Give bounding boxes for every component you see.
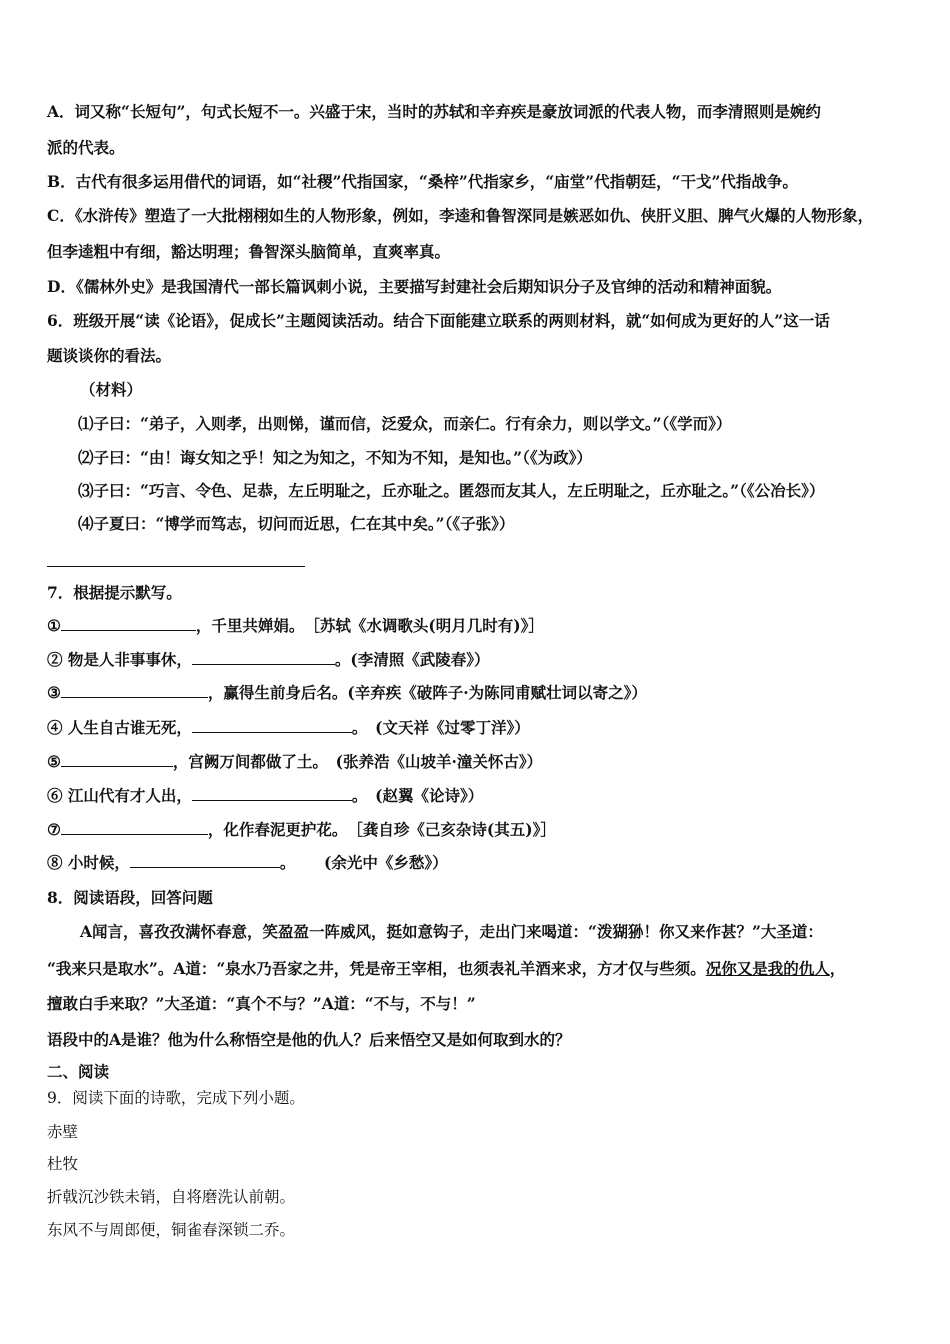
material-item: ⑶子曰：“巧言、令色、足恭，左丘明耻之，丘亦耻之。匿怨而友其人，左丘明耻之，丘亦耻之。”（《公冶长》） <box>78 481 825 500</box>
q8-question: 语段中的A是谁？他为什么称悟空是他的仇人？后来悟空又是如何取到水的？ <box>47 1030 571 1049</box>
passage-line: A闻言，喜孜孜满怀春意，笑盈盈一阵威风，挺如意钩子，走出门来喝道：“泼猢狲！你又来作甚？”大圣道： <box>80 922 823 941</box>
underlined-phrase: 况你又是我的仇人 <box>705 959 830 978</box>
poem-line: 东风不与周郎便，铜雀春深锁二乔。 <box>47 1221 296 1239</box>
item-prefix: ⑥ 江山代有才人出， <box>47 786 192 805</box>
dictation-item <box>47 853 448 873</box>
answer-blank[interactable] <box>192 718 352 733</box>
item-prefix: ③ <box>47 683 61 702</box>
item-suffix: ，宫阙万间都做了土。 (张养浩《山坡羊·潼关怀古》） <box>172 752 543 771</box>
dictation-item <box>47 786 483 806</box>
dictation-item <box>47 752 542 772</box>
option-a-line1: A．词又称“长短句”，句式长短不一。兴盛于宋，当时的苏轼和辛弃疾是豪放词派的代表人物，而李清照则是婉约 <box>47 102 821 121</box>
dictation-item <box>47 683 647 703</box>
item-suffix: ，化作春泥更护花。 ［龚自珍《己亥杂诗(其五)》］ <box>207 820 556 839</box>
poem-author: 杜牧 <box>47 1155 79 1173</box>
answer-blank[interactable] <box>61 616 196 631</box>
answer-blank[interactable] <box>192 786 352 801</box>
passage-line: 擅敢白手来取？”大圣道：“真个不与？”A道：“不与，不与！” <box>47 994 476 1013</box>
option-a-line2: 派的代表。 <box>47 138 125 157</box>
passage-line <box>47 959 845 979</box>
answer-blank[interactable] <box>61 752 173 767</box>
item-suffix: 。 (赵翼《论诗》） <box>351 786 484 805</box>
item-suffix: 。 (文天祥《过零丁洋》） <box>351 718 530 737</box>
dictation-item <box>47 718 530 738</box>
item-prefix: ② 物是人非事事休， <box>47 650 192 669</box>
poem-title: 赤壁 <box>47 1123 79 1141</box>
item-suffix: ，赢得生前身后名。(辛弃疾《破阵子·为陈同甫赋壮词以寄之》） <box>207 683 647 702</box>
answer-blank[interactable] <box>61 683 208 698</box>
q8-title: 8．阅读语段，回答问题 <box>47 888 213 907</box>
item-prefix: ⑤ <box>47 752 61 771</box>
item-suffix: 。 (余光中《乡愁》） <box>279 853 448 872</box>
item-prefix: ④ 人生自古谁无死， <box>47 718 192 737</box>
item-prefix: ⑧ 小时候， <box>47 853 130 872</box>
answer-blank[interactable] <box>130 853 280 868</box>
dictation-item <box>47 616 544 636</box>
q9-prompt: 9．阅读下面的诗歌，完成下列小题。 <box>47 1089 305 1107</box>
material-label: （材料） <box>80 380 143 399</box>
dictation-item <box>47 650 490 670</box>
item-suffix: ，千里共婵娟。 ［苏轼《水调歌头(明月几时有)》］ <box>195 616 544 635</box>
item-prefix: ① <box>47 616 61 635</box>
q7-title: 7．根据提示默写。 <box>47 583 182 602</box>
material-item: ⑴子曰：“弟子，入则孝，出则悌，谨而信，泛爱众，而亲仁。行有余力，则以学文。”（《学而》） <box>78 414 732 433</box>
item-suffix: 。(李清照《武陵春》） <box>334 650 490 669</box>
poem-line: 折戟沉沙铁未销，自将磨洗认前朝。 <box>47 1188 296 1206</box>
section-heading: 二、阅读 <box>47 1062 110 1081</box>
option-d: D．《儒林外史》是我国清代一部长篇讽刺小说，主要描写封建社会后期知识分子及官绅的活动和精神面貌。 <box>47 277 782 296</box>
passage-text: “我来只是取水”。A道：“泉水乃吾家之井，凭是帝王宰相，也须表礼羊酒来求，方才仅与些须。 <box>47 959 706 978</box>
answer-line[interactable] <box>47 566 305 567</box>
answer-blank[interactable] <box>61 820 208 835</box>
option-c-line1: C．《水浒传》塑造了一大批栩栩如生的人物形象，例如，李逵和鲁智深同是嫉恶如仇、侠肝义胆、脾气火爆的人物形象， <box>47 206 874 225</box>
item-prefix: ⑦ <box>47 820 61 839</box>
passage-text: ， <box>829 959 846 978</box>
option-c-line2: 但李逵粗中有细，豁达明理；鲁智深头脑简单，直爽率真。 <box>47 242 451 261</box>
material-item: ⑷子夏曰：“博学而笃志，切问而近思，仁在其中矣。”（《子张》） <box>78 514 515 533</box>
q6-prompt-line1: 6．班级开展“读《论语》，促成长”主题阅读活动。结合下面能建立联系的两则材料，就“如何成为更好的人”这一话 <box>47 311 830 330</box>
dictation-item <box>47 820 556 840</box>
answer-blank[interactable] <box>192 650 335 665</box>
option-b: B．古代有很多运用借代的词语，如“社稷”代指国家，“桑梓”代指家乡，“庙堂”代指朝廷，“干戈”代指战争。 <box>47 172 798 191</box>
material-item: ⑵子曰：“由！诲女知之乎！知之为知之，不知为不知，是知也。”（《为政》） <box>78 448 592 467</box>
q6-prompt-line2: 题谈谈你的看法。 <box>47 346 172 365</box>
